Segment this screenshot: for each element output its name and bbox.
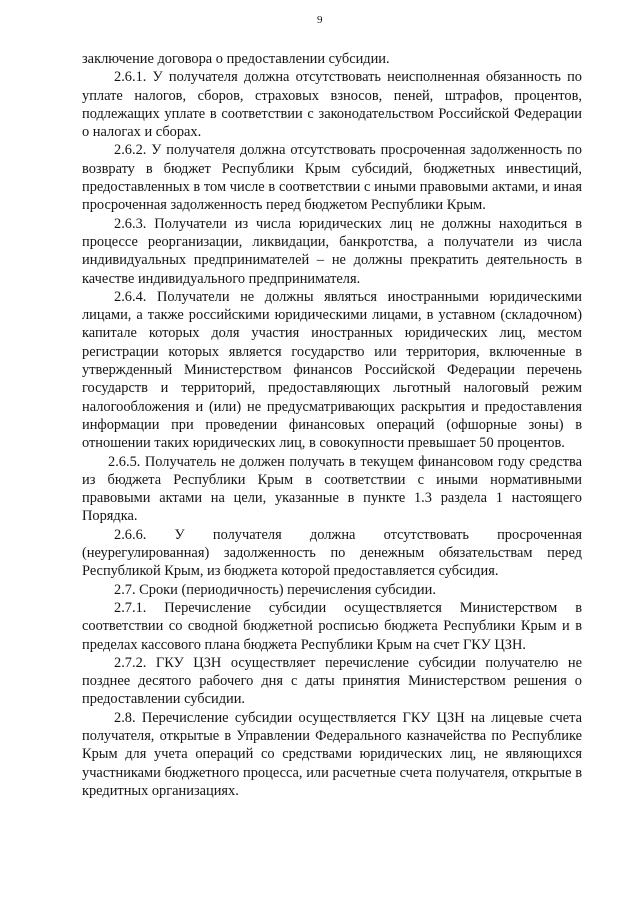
paragraph-2-7-2: 2.7.2. ГКУ ЦЗН осуществляет перечисление субсидии получателю не позднее десятого рабочего дня с даты принятия Министерством решения о предоставлении субсидии.: [82, 654, 582, 708]
page-number: 9: [317, 14, 323, 26]
paragraph-2-6-6: 2.6.6. У получателя должна отсутствовать просроченная (неурегулированная) задолженность по денежным обязательствам перед Республикой Крым, из бюджета которой предоставляется субсидия.: [82, 526, 582, 580]
paragraph-2-7-1: 2.7.1. Перечисление субсидии осуществляется Министерством в соответствии со сводной бюджетной росписью бюджета Республики Крым и в пределах кассового плана бюджета Республики Крым на счет ГКУ ЦЗН.: [82, 599, 582, 653]
document-body: [82, 50, 582, 800]
paragraph-2-7: 2.7. Сроки (периодичность) перечисления субсидии.: [114, 581, 436, 598]
paragraph-2-6-4: 2.6.4. Получатели не должны являться иностранными юридическими лицами, а также российскими юридическими лицами, в уставном (складочном) капитале которых доля участия иностранных юридических лиц, местом регистрации которых является государство или территория, включенные в утвержденный Министерством финансов Российской Федерации перечень государств и территорий, предоставляющих льготный налоговый режим налогообложения и (или) не предусматривающих раскрытия и предоставления информации при проведении финансовых операций (офшорные зоны) в отношении таких юридических лиц, в совокупности превышает 50 процентов.: [82, 288, 582, 452]
paragraph-2-6-5: 2.6.5. Получатель не должен получать в текущем финансовом году средства из бюджета Республики Крым в соответствии с иными нормативными правовыми актами на цели, указанные в пункте 1.3 раздела 1 настоящего Порядка.: [82, 453, 582, 525]
paragraph-2-6-3: 2.6.3. Получатели из числа юридических лиц не должны находиться в процессе реорганизации, ликвидации, банкротства, а получатели из числа индивидуальных предпринимателей – не должны прекратить деятельность в качестве индивидуального предпринимателя.: [82, 215, 582, 287]
paragraph-2-6-1: 2.6.1. У получателя должна отсутствовать неисполненная обязанность по уплате налогов, сборов, страховых взносов, пеней, штрафов, процентов, подлежащих уплате в соответствии с законодательством Российской Федерации о налогах и сборах.: [82, 69, 582, 141]
paragraph-2-6-2: 2.6.2. У получателя должна отсутствовать просроченная задолженность по возврату в бюджет Республики Крым субсидий, бюджетных инвестиций, предоставленных в том числе в соответствии с иными правовыми актами, и иная просроченная задолженность перед бюджетом Республики Крым.: [82, 142, 582, 214]
paragraph-2-8: 2.8. Перечисление субсидии осуществляется ГКУ ЦЗН на лицевые счета получателя, открытые в Управлении Федерального казначейства по Республике Крым для учета операций со средствами юридических лиц, не являющихся участниками бюджетного процесса, или расчетные счета получателя, открытые в кредитных организациях.: [82, 709, 582, 799]
paragraph-intro-continuation: заключение договора о предоставлении субсидии.: [82, 51, 390, 67]
